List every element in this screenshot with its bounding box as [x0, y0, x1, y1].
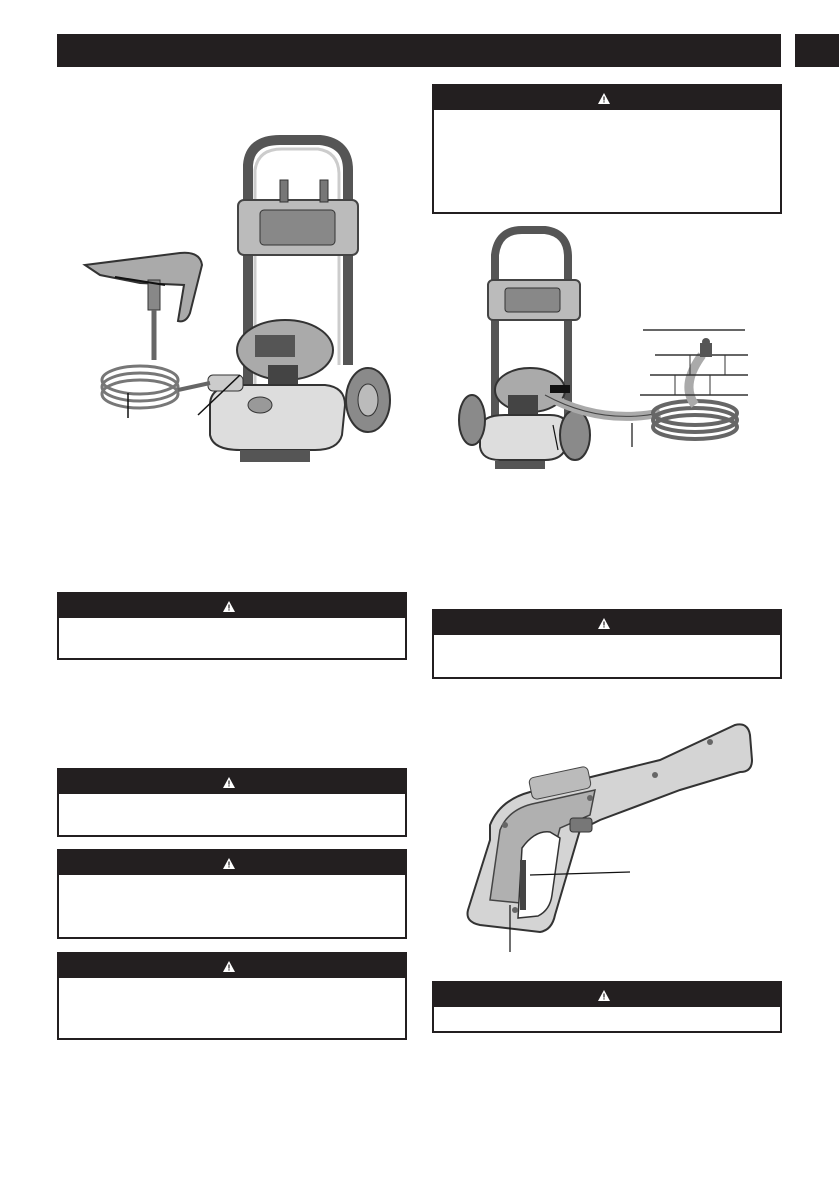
warning-text [434, 1007, 780, 1019]
warning-header [59, 594, 405, 618]
figure-spray-gun [460, 720, 780, 955]
warning-text [59, 875, 405, 887]
warning-text [59, 794, 405, 806]
warning-box-3 [432, 609, 782, 679]
warning-box-7 [432, 981, 782, 1033]
warning-box-6 [57, 952, 407, 1040]
warning-header [434, 983, 780, 1007]
warning-text [434, 110, 780, 122]
warning-triangle-icon [223, 961, 235, 972]
warning-box-4 [57, 768, 407, 837]
warning-triangle-icon [598, 93, 610, 104]
warning-header [59, 770, 405, 794]
washer-gun-hose-illustration [80, 135, 400, 465]
warning-text [59, 618, 405, 630]
spray-gun-illustration [460, 720, 780, 955]
language-tab [795, 34, 839, 67]
warning-header [434, 611, 780, 635]
warning-triangle-icon [598, 990, 610, 1001]
warning-text [434, 635, 780, 647]
warning-triangle-icon [223, 777, 235, 788]
warning-header [434, 86, 780, 110]
warning-text [59, 978, 405, 990]
warning-box-1 [432, 84, 782, 214]
section-header-bar [57, 34, 781, 67]
warning-triangle-icon [223, 601, 235, 612]
warning-header [59, 954, 405, 978]
warning-triangle-icon [223, 858, 235, 869]
warning-triangle-icon [598, 618, 610, 629]
warning-box-5 [57, 849, 407, 939]
warning-box-2 [57, 592, 407, 660]
washer-faucet-illustration [450, 225, 755, 470]
language-tab-label [795, 42, 807, 58]
figure-washer-gun-hose [80, 135, 400, 465]
warning-header [59, 851, 405, 875]
figure-washer-faucet [450, 225, 755, 470]
section-title [57, 42, 69, 58]
